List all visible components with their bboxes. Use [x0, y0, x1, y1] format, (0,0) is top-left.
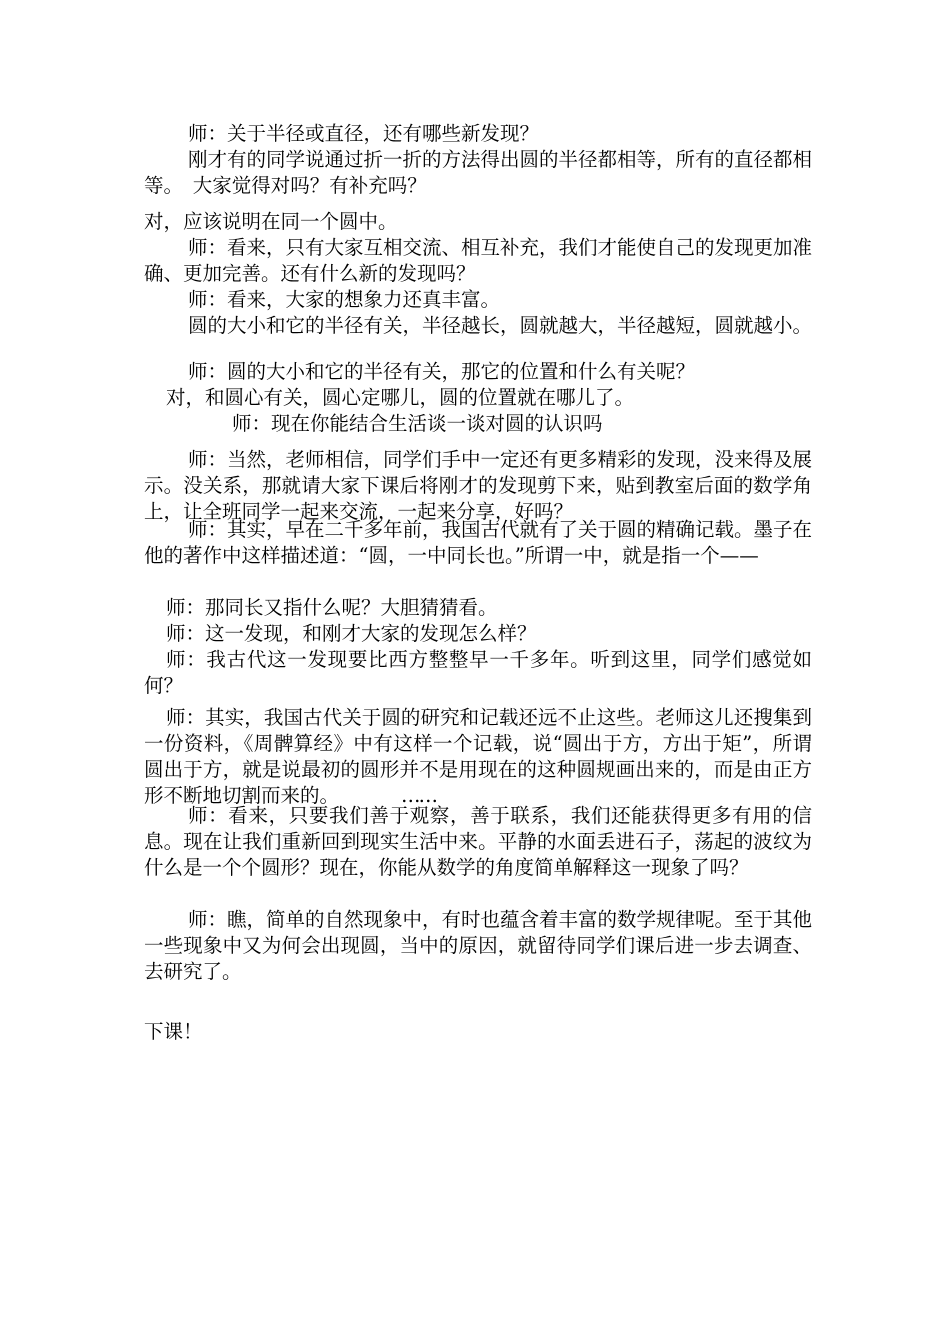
paragraph-compare: 师：这一发现，和刚才大家的发现怎么样？ — [166, 622, 537, 645]
paragraph-zhoubi — [144, 705, 812, 809]
paragraph-radius-equal: 刚才有的同学说通过折一折的方法得出圆的半径都相等，所有的直径都相等。 大家觉得对吗？有补充吗？ — [144, 148, 813, 197]
paragraph-center: 对，和圆心有关，圆心定哪儿，圆的位置就在哪儿了。 — [166, 386, 635, 409]
paragraph-natural-phenomena: 师：瞧，简单的自然现象中，有时也蕴含着丰富的数学规律呢。至于其他一些现象中又为何会出现圆，当中的原因，就留待同学们课后进一步去调查、去研究了。 — [144, 908, 813, 983]
paragraph-teacher-question-radius: 师：关于半径或直径，还有哪些新发现？ — [188, 122, 540, 145]
paragraph-same-circle: 对，应该说明在同一个圆中。 — [144, 210, 398, 233]
paragraph-circle-position: 师：圆的大小和它的半径有关，那它的位置和什么有关呢？ — [188, 360, 696, 383]
zhoubi-text: 师：其实，我国古代关于圆的研究和记载还远不止这些。老师这儿还搜集到一份资料，《周髀算经》中有这样一个记载，说“圆出于方，方出于矩”，所谓圆出于方，就是说最初的圆形并不是用现在的这种圆规画出来的，而是由正方形不断地切割而来的。 — [144, 706, 812, 807]
paragraph-more-discoveries: 师：当然，老师相信，同学们手中一定还有更多精彩的发现，没来得及展示。没关系，那就请大家下课后将刚才的发现剪下来，贴到教室后面的数学角上，让全班同学一起来交流，一起来分享，好吗？ — [144, 448, 813, 523]
paragraph-circle-size: 圆的大小和它的半径有关，半径越长，圆就越大，半径越短，圆就越小。 — [188, 314, 813, 337]
paragraph-imagination: 师：看来，大家的想象力还真丰富。 — [188, 288, 501, 311]
paragraph-life-circle: 师：现在你能结合生活谈一谈对圆的认识吗 — [232, 412, 603, 435]
paragraph-mozi: 师：其实，早在二千多年前，我国古代就有了关于圆的精确记载。墨子在他的著作中这样描述道：“圆，一中同长也。”所谓一中，就是指一个—— — [144, 518, 813, 567]
paragraph-water-ripples: 师：看来，只要我们善于观察，善于联系，我们还能获得更多有用的信息。现在让我们重新回到现实生活中来。平静的水面丢进石子，荡起的波纹为什么是一个个圆形？现在，你能从数学的角度简单解释这一现象了吗？ — [144, 804, 812, 879]
paragraph-earlier-than-west: 师：我古代这一发现要比西方整整早一千多年。听到这里，同学们感觉如何？ — [144, 648, 812, 697]
paragraph-exchange: 师：看来，只有大家互相交流、相互补充，我们才能使自己的发现更加准确、更加完善。还有什么新的发现吗？ — [144, 236, 813, 285]
ellipsis: …… — [401, 784, 437, 807]
paragraph-same-length: 师：那同长又指什么呢？大胆猜猜看。 — [166, 596, 498, 619]
paragraph-class-dismissed: 下课！ — [144, 1020, 203, 1043]
